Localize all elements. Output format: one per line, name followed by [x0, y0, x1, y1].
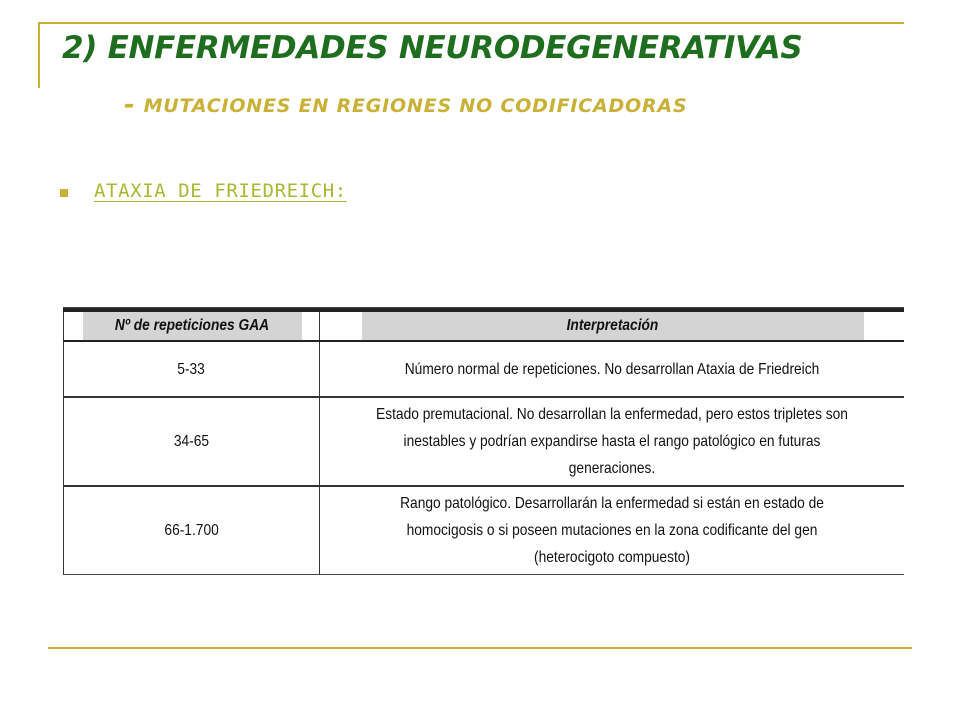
frame-top-line: [40, 22, 904, 24]
table-row: [64, 486, 905, 574]
subtitle-dash: -: [124, 90, 136, 120]
cell-repeats: [64, 397, 320, 486]
header-interpretation: Interpretación: [360, 310, 863, 341]
subtitle-text: MUTACIONES EN REGIONES NO CODIFICADORAS: [143, 95, 688, 117]
cell-interpretation-text: Rango patológico. Desarrollarán la enfermedad si están en estado de homocigosis o si poseen mutaciones en la zona codificante del gen (heterocigoto compuesto): [400, 495, 824, 567]
cell-interpretation: [320, 397, 905, 486]
cell-interpretation: [320, 341, 905, 397]
cell-interpretation-text: Número normal de repeticiones. No desarrollan Ataxia de Friedreich: [404, 360, 820, 378]
bullet-item: [60, 180, 347, 202]
slide-title: 2) ENFERMEDADES NEURODEGENERATIVAS: [62, 30, 803, 66]
header-repeats: Nº de repeticiones GAA: [81, 310, 301, 341]
table-row: [64, 341, 905, 397]
cell-interpretation: [320, 486, 905, 574]
cell-repeats: [64, 486, 320, 574]
frame-bottom-line: [48, 647, 912, 649]
cell-repeats-text: 66-1.700: [164, 522, 219, 540]
cell-repeats-text: 34-65: [173, 433, 210, 451]
cell-interpretation-text: Estado premutacional. No desarrollan la enfermedad, pero estos tripletes son inestables y podrían expandirse hasta el rango patológico en futuras generaciones.: [376, 406, 848, 478]
cell-repeats-text: 5-33: [177, 360, 206, 378]
gaa-repeats-table-wrapper: [63, 307, 904, 575]
gaa-repeats-table: [63, 308, 904, 574]
table-row: [64, 397, 905, 486]
cell-repeats: [64, 341, 320, 397]
slide-subtitle: [124, 90, 687, 120]
ataxia-friedreich-link[interactable]: ATAXIA DE FRIEDREICH:: [94, 180, 347, 202]
table-header-row: [64, 310, 905, 341]
bullet-square-icon: [60, 189, 68, 197]
frame-left-line: [38, 22, 40, 88]
